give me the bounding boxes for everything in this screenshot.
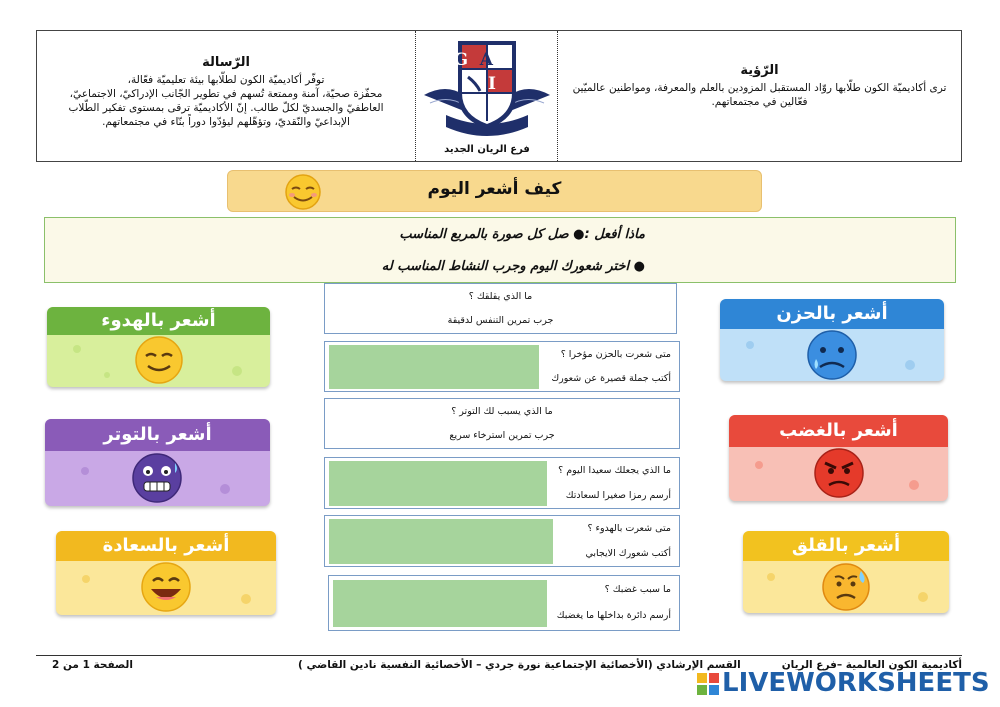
- activity-box[interactable]: [324, 457, 680, 509]
- activity-task: أرسم رمزا صغيرا لسعادتك: [565, 490, 671, 501]
- logo-letter-g: G: [453, 50, 468, 70]
- activity-box[interactable]: [324, 398, 680, 449]
- activity-question: ما الذي يقلقك ؟: [468, 291, 533, 302]
- activity-task: جرب تمرين التنفس لدقيقة: [447, 315, 554, 326]
- activity-box[interactable]: [324, 283, 677, 334]
- angry-face-icon: [729, 447, 948, 501]
- card-label: أشعر بالغضب: [729, 415, 948, 447]
- footer-page-number: الصفحة 1 من 2: [52, 659, 133, 671]
- activity-task: جرب تمرين استرخاء سريع: [449, 430, 555, 441]
- academy-logo: [416, 33, 558, 145]
- activity-task: أرسم دائرة بداخلها ما يغضبك: [556, 610, 671, 621]
- drop-target-area[interactable]: [333, 580, 547, 627]
- activity-question: ما الذي يجعلك سعيدا اليوم ؟: [558, 465, 671, 476]
- mission-line: توفّر أكاديميّة الكون لطلّابها بيئة تعليميّة فعّالة،: [127, 74, 325, 86]
- activity-question: متى شعرت بالهدوء ؟: [587, 523, 671, 534]
- emotion-card-stress[interactable]: [45, 419, 270, 506]
- instructions-box: [44, 217, 956, 283]
- footer-academy: أكاديمية الكون العالمية –فرع الريان: [781, 659, 962, 671]
- title-banner: [227, 170, 762, 212]
- page-title: كيف أشعر اليوم: [427, 179, 562, 199]
- drop-target-area[interactable]: [329, 345, 539, 389]
- activity-task: أكتب شعورك الايجابي: [585, 548, 671, 559]
- instruction-line-2: ● اختر شعورك اليوم وجرب النشاط المناسب له: [381, 259, 645, 274]
- drop-target-area[interactable]: [329, 519, 553, 564]
- emotion-card-anger[interactable]: [729, 415, 948, 501]
- activity-question: متى شعرت بالحزن مؤخرا ؟: [560, 349, 671, 360]
- mission-line: الإبداعيّ والنّقديّ، وتؤهّلهم ليؤدّوا دوراً بنّاء في مجتمعاتهم.: [102, 116, 350, 128]
- emotion-card-calm[interactable]: [47, 307, 270, 387]
- footer-divider: [36, 655, 962, 656]
- activity-box[interactable]: [324, 515, 680, 567]
- happy-face-icon: [56, 561, 276, 615]
- stressed-face-icon: [45, 451, 270, 506]
- card-label: أشعر بالهدوء: [47, 307, 270, 335]
- sad-face-icon: [720, 329, 944, 381]
- card-label: أشعر بالسعادة: [56, 531, 276, 561]
- logo-letter-a: A: [479, 50, 493, 70]
- activity-box[interactable]: [324, 341, 680, 392]
- activity-task: أكتب جملة قصيرة عن شعورك: [551, 373, 671, 384]
- drop-target-area[interactable]: [329, 461, 547, 506]
- activity-question: ما سبب غضبك ؟: [604, 584, 671, 595]
- worried-face-icon: [743, 561, 949, 613]
- emotion-card-happy[interactable]: [56, 531, 276, 615]
- liveworksheets-watermark: LIVEWORKSHEETS: [722, 668, 990, 698]
- emotion-card-worry[interactable]: [743, 531, 949, 613]
- instruction-line-1: ماذا أفعل :● صل كل صورة بالمربع المناسب: [399, 227, 645, 242]
- activity-box[interactable]: [328, 575, 680, 631]
- calm-face-icon: [47, 335, 270, 387]
- footer-department: القسم الإرشادي (الأخصائية الإجتماعية نورة جردي – الأخصائية النفسية نادين القاضي ): [298, 659, 741, 671]
- vision-section: [557, 31, 961, 161]
- mission-line: العاطفيّ والجسديّ لكلّ طالب. إنّ الأكاديميّة ترقى بمستوى تفكير الطّلاب: [68, 102, 384, 114]
- logo-letter-i: I: [488, 74, 496, 94]
- emotion-card-sad[interactable]: [720, 299, 944, 381]
- activity-question: ما الذي يسبب لك التوتر ؟: [451, 406, 553, 417]
- mission-line: محفّزة صحيّة، آمنة وممتعة تُسهم في تطوير الجّانب الإدراكيّ، الاجتماعيّ،: [69, 88, 383, 100]
- branch-name: فرع الريان الجديد: [444, 144, 530, 155]
- mission-section: [37, 31, 415, 161]
- card-label: أشعر بالتوتر: [45, 419, 270, 451]
- liveworksheets-logo-icon: [696, 672, 720, 696]
- vision-text: ترى أكاديميّة الكون طلّابها روّاد المستقبل المزودين بالعلم والمعرفة، ومواطنين عالميّين فعّالين في مجتمعاتهم.: [572, 82, 947, 108]
- mission-title: الرّسالة: [202, 55, 250, 70]
- header-panel: [36, 30, 962, 162]
- card-label: أشعر بالحزن: [720, 299, 944, 329]
- card-label: أشعر بالقلق: [743, 531, 949, 561]
- vision-title: الرّؤية: [740, 63, 779, 78]
- logo-section: [415, 31, 557, 161]
